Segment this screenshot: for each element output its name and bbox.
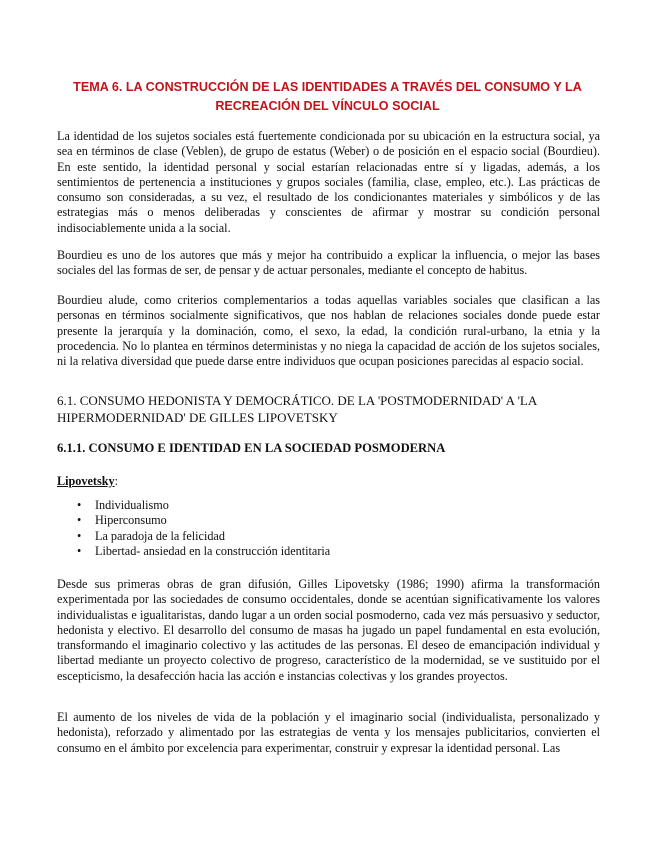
author-label: Lipovetsky: [57, 474, 115, 488]
list-item: [57, 544, 330, 559]
list-item: [57, 513, 330, 528]
paragraph-3: Bourdieu alude, como criterios complementarios a todas aquellas variables sociales que clasifican a las personas en términos socialmente significativos, que nos hablan de relaciones sociales donde puede estar presente la jerarquía y la dominación, como, el sexo, la edad, la condición rural-urbano, la etnia y la procedencia. No lo plantea en términos deterministas y no niega la capacidad de acción de los sujetos sociales, ni la relativa diversidad que puede darse entre individuos que ocupan posiciones parecidas al espacio social.: [57, 293, 600, 369]
bullet-icon: •: [77, 543, 82, 558]
section-heading-line-1: 6.1. CONSUMO HEDONISTA Y DEMOCRÁTICO. DE LA 'POSTMODERNIDAD' A 'LA: [57, 393, 538, 408]
paragraph-4: Desde sus primeras obras de gran difusión, Gilles Lipovetsky (1986; 1990) afirma la transformación experimentada por las sociedades de consumo occidentales, donde se acentúan significativamente los valores individualistas e igualitaristas, dando lugar a un orden social posmoderno, cada vez más persuasivo y seductor, hedonista y electivo. El desarrollo del consumo de masas ha jugado un papel fundamental en esta evolución, transformando el imaginario colectivo y las actitudes de las personas. El deseo de emancipación individual y libertad mediante un proyecto colectivo de progreso, característico de la modernidad, se ve sustituido por el escepticismo, la desafección hacia las acción e instancias colectivas y los grandes proyectos.: [57, 577, 600, 683]
author-colon: :: [114, 474, 118, 488]
bullet-icon: •: [77, 513, 82, 528]
bullet-list: [57, 498, 330, 559]
list-item-text: Libertad- ansiedad en la construcción identitaria: [95, 543, 331, 558]
title-line-1: TEMA 6. LA CONSTRUCCIÓN DE LAS IDENTIDADES A TRAVÉS DEL CONSUMO Y LA: [73, 80, 582, 94]
title-line-2: RECREACIÓN DEL VÍNCULO SOCIAL: [215, 99, 440, 113]
paragraph-5: El aumento de los niveles de vida de la población y el imaginario social (individualista, personalizado y hedonista), reforzado y alimentado por las estrategias de venta y los mensajes publicitarios, convierten el consumo en el ámbito por excelencia para experimentar, construir y expresar la identidad personal. Las: [57, 710, 600, 755]
subsection-heading: 6.1.1. CONSUMO E IDENTIDAD EN LA SOCIEDAD POSMODERNA: [57, 441, 446, 455]
list-item-text: Hiperconsumo: [95, 513, 167, 528]
list-item: [57, 498, 330, 513]
document-title: [55, 78, 600, 116]
section-heading-line-2: HIPERMODERNIDAD' DE GILLES LIPOVETSKY: [57, 409, 338, 425]
bullet-icon: •: [77, 498, 82, 512]
section-heading: [57, 393, 600, 426]
paragraph-1: La identidad de los sujetos sociales está fuertemente condicionada por su ubicación en la estructura social, ya sea en términos de clase (Veblen), de grupo de estatus (Weber) o de posición en el espacio social (Bourdieu). En este sentido, la identidad personal y social estarían relacionadas entre sí y ligadas, además, a los sentimientos de pertenencia a instituciones y grupos sociales (familia, clase, empleo, etc.). Las prácticas de consumo son consideradas, a su vez, el resultado de los condicionantes materiales y simbólicos y de las estrategias más o menos deliberadas y conscientes de afirmar y mostrar su condición personal indisociablemente unida a la social.: [57, 129, 600, 235]
list-item: [57, 529, 330, 544]
author-line: [57, 474, 118, 489]
list-item-text: La paradoja de la felicidad: [95, 528, 225, 543]
paragraph-2: Bourdieu es uno de los autores que más y mejor ha contribuido a explicar la influencia, o mejor las bases sociales del las formas de ser, de pensar y de actuar personales, mediante el concepto de habitus.: [57, 248, 600, 278]
list-item-text: Individualismo: [95, 498, 169, 512]
bullet-icon: •: [77, 528, 82, 543]
